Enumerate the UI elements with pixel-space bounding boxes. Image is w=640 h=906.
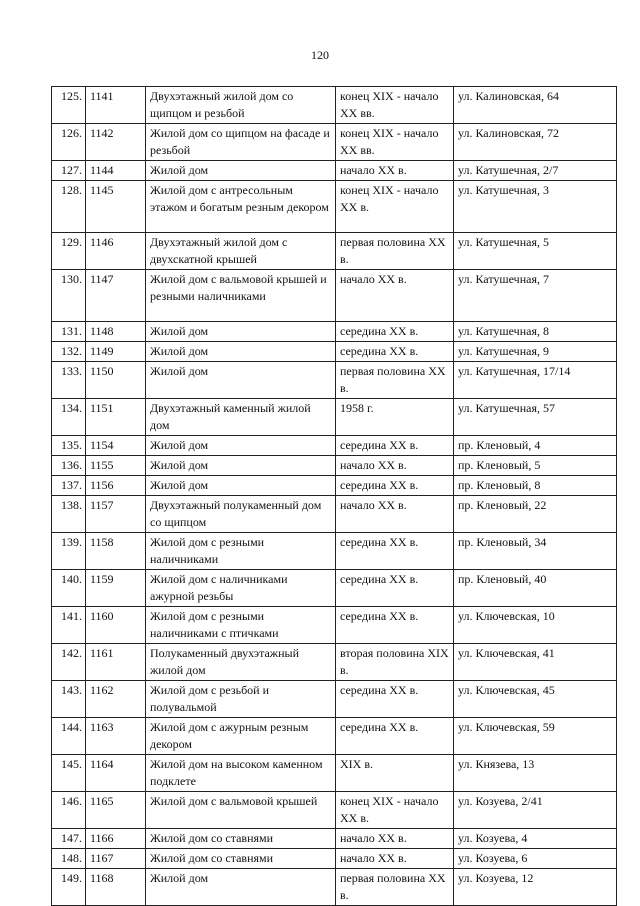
cell-number: 140.	[52, 570, 86, 607]
cell-number: 135.	[52, 436, 86, 456]
table-row	[52, 792, 617, 829]
table-row	[52, 233, 617, 270]
cell-date: середина XX в.	[336, 322, 454, 342]
cell-date: начало XX в.	[336, 496, 454, 533]
table-row	[52, 533, 617, 570]
cell-object-name: Полукаменный двухэтажный жилой дом	[146, 644, 336, 681]
cell-object-name: Жилой дом с вальмовой крышей и резными наличниками	[146, 270, 336, 322]
cell-number: 143.	[52, 681, 86, 718]
cell-object-name: Жилой дом	[146, 436, 336, 456]
cell-address: ул. Катушечная, 57	[454, 399, 617, 436]
cell-object-name: Жилой дом	[146, 476, 336, 496]
cell-address: ул. Князева, 13	[454, 755, 617, 792]
cell-number: 141.	[52, 607, 86, 644]
table-row	[52, 755, 617, 792]
cell-object-name: Жилой дом	[146, 362, 336, 399]
table-row	[52, 362, 617, 399]
cell-address: пр. Кленовый, 8	[454, 476, 617, 496]
cell-date: начало XX в.	[336, 161, 454, 181]
cell-address: ул. Катушечная, 8	[454, 322, 617, 342]
cell-address: ул. Ключевская, 45	[454, 681, 617, 718]
table-row	[52, 644, 617, 681]
cell-number: 126.	[52, 124, 86, 161]
cell-address: ул. Катушечная, 2/7	[454, 161, 617, 181]
cell-object-name: Жилой дом на высоком каменном подклете	[146, 755, 336, 792]
table-row	[52, 270, 617, 322]
cell-number: 144.	[52, 718, 86, 755]
cell-object-id: 1155	[86, 456, 146, 476]
cell-number: 148.	[52, 849, 86, 869]
cell-object-name: Жилой дом с резными наличниками с птичками	[146, 607, 336, 644]
cell-address: ул. Ключевская, 59	[454, 718, 617, 755]
cell-object-name: Жилой дом с резными наличниками	[146, 533, 336, 570]
cell-date: конец XIX - начало XX в.	[336, 792, 454, 829]
cell-date: начало XX в.	[336, 456, 454, 476]
cell-object-id: 1158	[86, 533, 146, 570]
cell-number: 134.	[52, 399, 86, 436]
cell-address: пр. Кленовый, 34	[454, 533, 617, 570]
cell-address: ул. Калиновская, 64	[454, 87, 617, 124]
table-row	[52, 436, 617, 456]
cell-address: ул. Козуева, 12	[454, 869, 617, 906]
cell-address: ул. Козуева, 6	[454, 849, 617, 869]
cell-object-id: 1147	[86, 270, 146, 322]
cell-date: первая половина XX в.	[336, 869, 454, 906]
cell-object-id: 1149	[86, 342, 146, 362]
table-row	[52, 718, 617, 755]
cell-address: ул. Катушечная, 17/14	[454, 362, 617, 399]
table-body	[52, 87, 617, 906]
cell-object-name: Жилой дом с резьбой и полувальмой	[146, 681, 336, 718]
cell-object-id: 1150	[86, 362, 146, 399]
cell-date: конец XIX - начало XX вв.	[336, 87, 454, 124]
cell-date: середина XX в.	[336, 476, 454, 496]
cell-address: пр. Кленовый, 5	[454, 456, 617, 476]
cell-object-id: 1162	[86, 681, 146, 718]
cell-object-id: 1168	[86, 869, 146, 906]
table-row	[52, 181, 617, 233]
cell-object-id: 1154	[86, 436, 146, 456]
cell-object-name: Жилой дом	[146, 342, 336, 362]
table-row	[52, 161, 617, 181]
cell-object-id: 1146	[86, 233, 146, 270]
cell-object-id: 1163	[86, 718, 146, 755]
cell-address: ул. Катушечная, 3	[454, 181, 617, 233]
cell-date: начало XX в.	[336, 849, 454, 869]
heritage-registry-table	[51, 86, 617, 906]
table-row	[52, 849, 617, 869]
table-row	[52, 607, 617, 644]
cell-date: первая половина XX в.	[336, 233, 454, 270]
table-row	[52, 342, 617, 362]
table-row	[52, 322, 617, 342]
cell-object-name: Жилой дом	[146, 322, 336, 342]
cell-number: 132.	[52, 342, 86, 362]
page-number: 120	[311, 48, 329, 62]
cell-object-id: 1157	[86, 496, 146, 533]
table-row	[52, 124, 617, 161]
cell-object-name: Жилой дом с наличниками ажурной резьбы	[146, 570, 336, 607]
cell-object-name: Жилой дом	[146, 161, 336, 181]
cell-object-id: 1165	[86, 792, 146, 829]
cell-date: начало XX в.	[336, 270, 454, 322]
cell-object-name: Двухэтажный жилой дом с двухскатной крышей	[146, 233, 336, 270]
cell-address: ул. Козуева, 4	[454, 829, 617, 849]
cell-object-name: Жилой дом со ставнями	[146, 829, 336, 849]
cell-object-id: 1167	[86, 849, 146, 869]
cell-object-name: Жилой дом с вальмовой крышей	[146, 792, 336, 829]
cell-number: 145.	[52, 755, 86, 792]
cell-object-id: 1161	[86, 644, 146, 681]
cell-address: ул. Катушечная, 9	[454, 342, 617, 362]
cell-object-id: 1141	[86, 87, 146, 124]
cell-object-id: 1145	[86, 181, 146, 233]
cell-date: первая половина XX в.	[336, 362, 454, 399]
cell-address: ул. Козуева, 2/41	[454, 792, 617, 829]
cell-number: 128.	[52, 181, 86, 233]
cell-date: XIX в.	[336, 755, 454, 792]
cell-object-name: Двухэтажный полукаменный дом со щипцом	[146, 496, 336, 533]
cell-date: середина XX в.	[336, 342, 454, 362]
cell-number: 146.	[52, 792, 86, 829]
cell-number: 139.	[52, 533, 86, 570]
cell-address: пр. Кленовый, 22	[454, 496, 617, 533]
cell-address: ул. Ключевская, 41	[454, 644, 617, 681]
cell-date: конец XIX - начало XX в.	[336, 181, 454, 233]
cell-object-name: Жилой дом	[146, 869, 336, 906]
cell-date: середина XX в.	[336, 607, 454, 644]
cell-address: пр. Кленовый, 40	[454, 570, 617, 607]
cell-number: 131.	[52, 322, 86, 342]
cell-object-id: 1156	[86, 476, 146, 496]
cell-object-id: 1144	[86, 161, 146, 181]
cell-number: 149.	[52, 869, 86, 906]
cell-date: середина XX в.	[336, 570, 454, 607]
cell-number: 133.	[52, 362, 86, 399]
cell-object-name: Жилой дом с антресольным этажом и богатым резным декором	[146, 181, 336, 233]
table-row	[52, 681, 617, 718]
cell-number: 138.	[52, 496, 86, 533]
cell-number: 147.	[52, 829, 86, 849]
table-row	[52, 399, 617, 436]
cell-object-name: Двухэтажный жилой дом со щипцом и резьбой	[146, 87, 336, 124]
cell-date: середина XX в.	[336, 718, 454, 755]
table-row	[52, 829, 617, 849]
cell-number: 142.	[52, 644, 86, 681]
cell-object-name: Жилой дом с ажурным резным декором	[146, 718, 336, 755]
cell-date: начало XX в.	[336, 829, 454, 849]
cell-date: середина XX в.	[336, 681, 454, 718]
cell-date: середина XX в.	[336, 533, 454, 570]
table-row	[52, 869, 617, 906]
cell-object-name: Жилой дом со ставнями	[146, 849, 336, 869]
table-row	[52, 570, 617, 607]
cell-address: ул. Калиновская, 72	[454, 124, 617, 161]
cell-date: середина XX в.	[336, 436, 454, 456]
cell-object-id: 1160	[86, 607, 146, 644]
cell-object-id: 1151	[86, 399, 146, 436]
cell-number: 129.	[52, 233, 86, 270]
cell-object-id: 1166	[86, 829, 146, 849]
table-row	[52, 87, 617, 124]
cell-address: ул. Ключевская, 10	[454, 607, 617, 644]
cell-number: 130.	[52, 270, 86, 322]
table-row	[52, 476, 617, 496]
cell-address: пр. Кленовый, 4	[454, 436, 617, 456]
cell-object-id: 1142	[86, 124, 146, 161]
cell-object-name: Жилой дом	[146, 456, 336, 476]
cell-number: 137.	[52, 476, 86, 496]
cell-object-name: Жилой дом со щипцом на фасаде и резьбой	[146, 124, 336, 161]
cell-object-id: 1148	[86, 322, 146, 342]
cell-date: вторая половина XIX в.	[336, 644, 454, 681]
table-row	[52, 456, 617, 476]
cell-address: ул. Катушечная, 5	[454, 233, 617, 270]
table-row	[52, 496, 617, 533]
cell-date: конец XIX - начало XX вв.	[336, 124, 454, 161]
cell-object-name: Двухэтажный каменный жилой дом	[146, 399, 336, 436]
cell-number: 125.	[52, 87, 86, 124]
cell-date: 1958 г.	[336, 399, 454, 436]
cell-address: ул. Катушечная, 7	[454, 270, 617, 322]
cell-object-id: 1164	[86, 755, 146, 792]
cell-number: 136.	[52, 456, 86, 476]
cell-object-id: 1159	[86, 570, 146, 607]
cell-number: 127.	[52, 161, 86, 181]
